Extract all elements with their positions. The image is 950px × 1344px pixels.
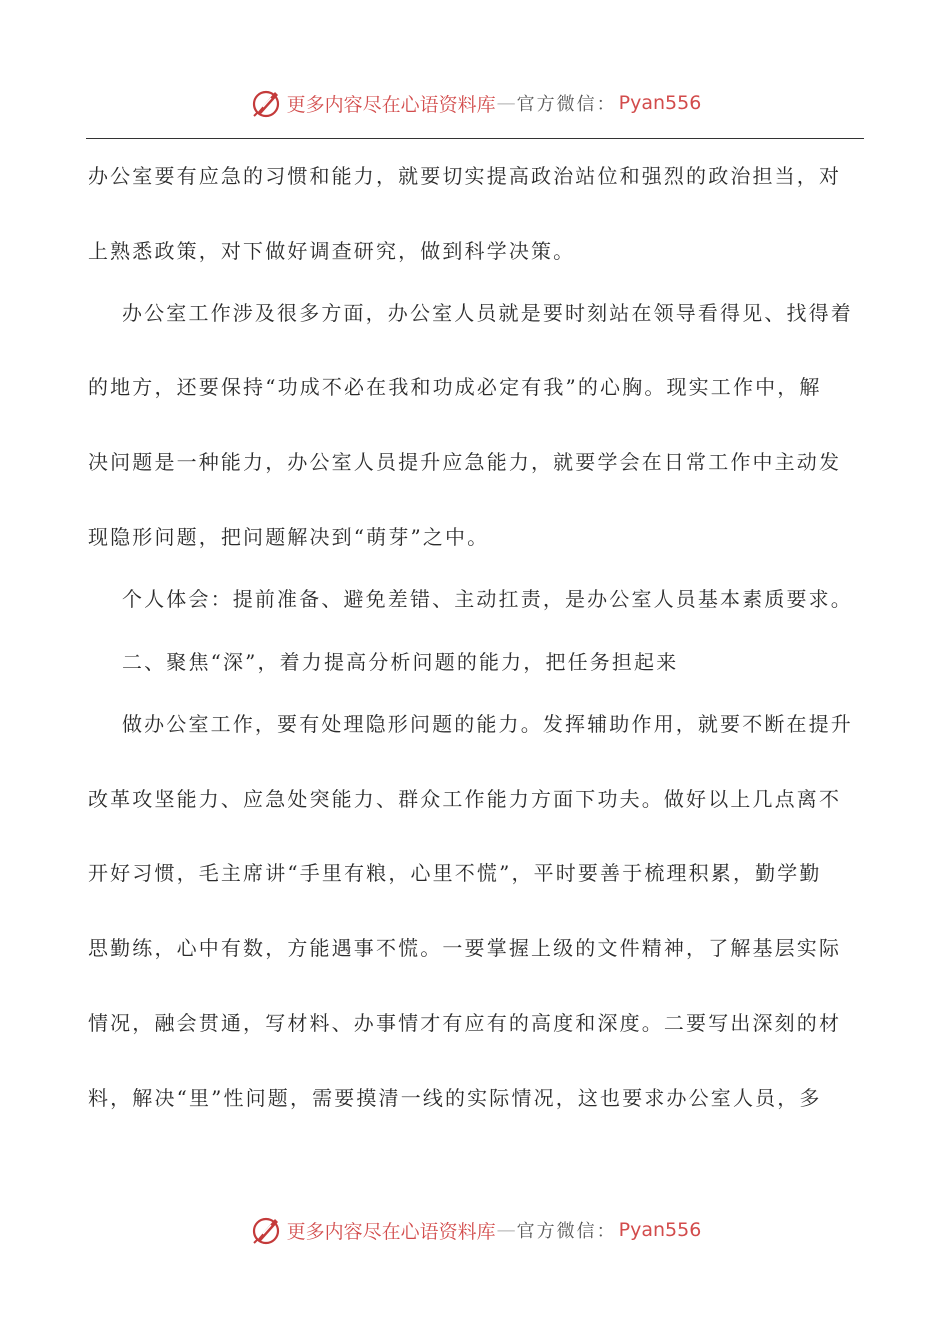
- footer-banner: [0, 1210, 950, 1250]
- body-line: 改革攻坚能力、应急处突能力、群众工作能力方面下功夫。做好以上几点离不: [88, 787, 842, 811]
- body-line: 上熟悉政策，对下做好调查研究，做到科学决策。: [88, 239, 576, 263]
- body-line: 料，解决“里”性问题，需要摸清一线的实际情况，这也要求办公室人员，多: [88, 1086, 822, 1110]
- body-line: 做办公室工作，要有处理隐形问题的能力。发挥辅助作用，就要不断在提升: [122, 712, 853, 736]
- header-dash: —: [496, 92, 516, 114]
- quill-logo-icon: [249, 1213, 283, 1247]
- body-line: 思勤练，心中有数，方能遇事不慌。一要掌握上级的文件精神，了解基层实际: [88, 936, 842, 960]
- header-wechat-label: 官方微信：: [516, 94, 617, 115]
- body-line: 办公室工作涉及很多方面，办公室人员就是要时刻站在领导看得见、找得着: [122, 301, 853, 325]
- body-line: 的地方，还要保持“功成不必在我和功成必定有我”的心胸。现实工作中，解: [88, 375, 822, 399]
- body-line: 个人体会：提前准备、避免差错、主动扛责，是办公室人员基本素质要求。: [122, 587, 853, 611]
- footer-dash: —: [496, 1219, 516, 1241]
- header-site-text: 更多内容尽在心语资料库: [286, 93, 496, 116]
- footer-wechat-id: Pyan556: [618, 1219, 702, 1241]
- header-divider: [86, 138, 864, 139]
- section-heading: 二、聚焦“深”，着力提高分析问题的能力，把任务担起来: [122, 650, 679, 674]
- body-line: 情况，融会贯通，写材料、办事情才有应有的高度和深度。二要写出深刻的材: [88, 1011, 842, 1035]
- quill-logo-icon: [249, 86, 283, 120]
- body-line: 现隐形问题，把问题解决到“萌芽”之中。: [88, 525, 490, 549]
- header-banner: [0, 83, 950, 123]
- body-line: 决问题是一种能力，办公室人员提升应急能力，就要学会在日常工作中主动发: [88, 450, 842, 474]
- header-wechat-id: Pyan556: [618, 92, 702, 114]
- body-line: 开好习惯，毛主席讲“手里有粮，心里不慌”，平时要善于梳理积累，勤学勤: [88, 861, 822, 885]
- footer-wechat-label: 官方微信：: [516, 1221, 617, 1242]
- body-line: 办公室要有应急的习惯和能力，就要切实提高政治站位和强烈的政治担当，对: [88, 164, 842, 188]
- footer-site-text: 更多内容尽在心语资料库: [286, 1220, 496, 1243]
